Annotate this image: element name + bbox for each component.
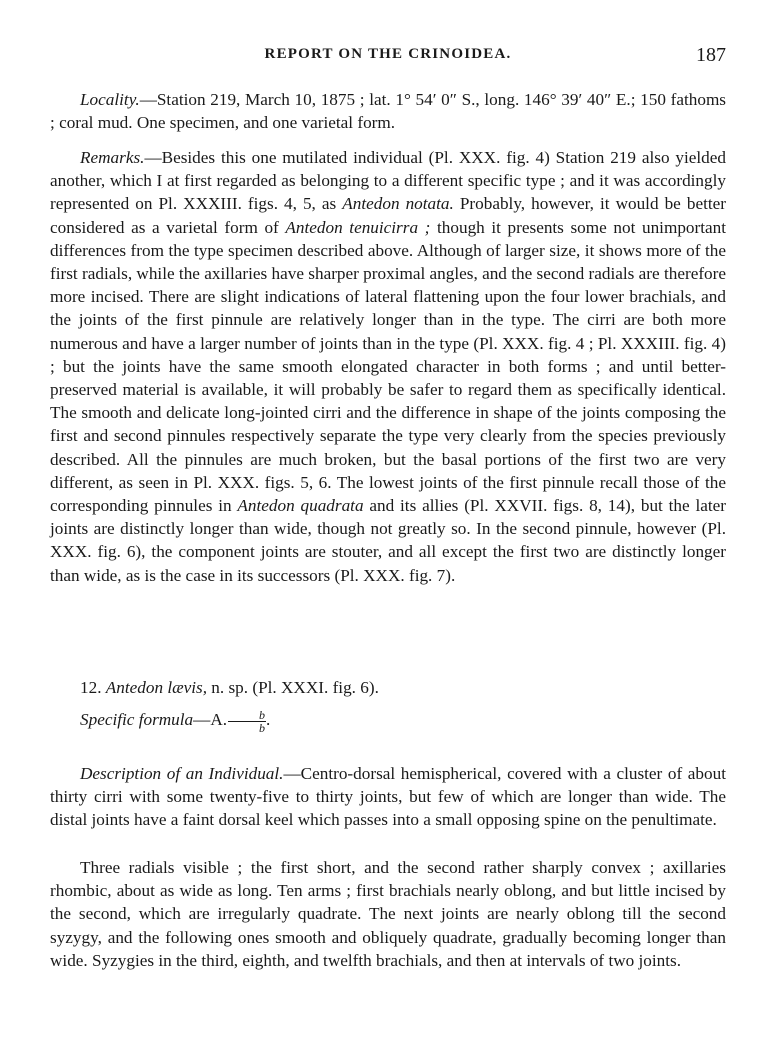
- species-heading-line: [50, 676, 726, 699]
- remarks-text-3: though it presents some not unimportant differences from the type specimen described above. Although of larger size, it shows more of the first radials, while the axillaries have sharper proximal angles, and the second radials are therefore more incised. There are slight indications of lateral flattening upon the four lower brachials, and the joints of the first pinnule are relatively longer than in the type. The cirri are both more numerous and have a larger number of joints than in the type (Pl. XXX. fig. 4 ; Pl. XXXIII. fig. 4) ; but the joints have the same smooth elongated character in both forms ; and until better-preserved material is available, it will probably be safer to regard them as specifically identical. The smooth and delicate long-jointed cirri and the difference in shape of the joints composing the first and second pinnules respectively separate the type very clearly from the species previously described. All the pinnules are much broken, but the basal portions of the first two are very different, as seen in Pl. XXX. figs. 5, 6. The lowest joints of the first pinnule recall those of the corresponding pinnules in: [50, 217, 727, 516]
- remarks-paragraph: [50, 146, 726, 587]
- species-suffix: n. sp. (Pl. XXXI. fig. 6).: [207, 678, 379, 697]
- species-ref-tenuicirra: Antedon tenuicirra ;: [285, 217, 431, 237]
- formula-fraction: [228, 709, 266, 734]
- species-heading: [50, 676, 726, 699]
- locality-text: —Station 219, March 10, 1875 ; lat. 1° 54′ 0″ S., long. 146° 39′ 40″ E.; 150 fathoms ; coral mud. One specimen, and one varietal form.: [50, 90, 726, 133]
- species-ref-notata: Antedon notata.: [342, 194, 454, 214]
- remarks-block: [50, 146, 726, 587]
- remarks-label: Remarks.: [80, 148, 145, 167]
- species-name: Antedon lævis,: [105, 678, 207, 697]
- formula-prefix: —A.: [193, 710, 228, 729]
- species-ref-quadrata: Antedon quadrata: [237, 496, 364, 516]
- formula-label: Specific formula: [80, 710, 194, 729]
- remarks-text-1: —Besides this one mutilated individual (Pl. XXX. fig. 4) Station 219 also yielded another, which I at first regarded as belonging to a different specific type ; and it was accordingly represented on Pl. XXXIII. figs. 4, 5, as: [50, 148, 726, 214]
- species-number: 12.: [80, 678, 102, 697]
- radials-paragraph: Three radials visible ; the first short, and the second rather sharply convex ; axillaries rhombic, about as wide as long. Ten arms ; first brachials nearly oblong, and but little incised by the second, which are irregularly quadrate. The next joints are nearly oblong till the second syzygy, and the following ones smooth and obliquely quadrate, gradually becoming longer than wide. Syzygies in the third, eighth, and twelfth brachials, and then at intervals of two joints.: [50, 858, 726, 970]
- formula-end: .: [266, 710, 271, 729]
- locality-block: [50, 88, 726, 134]
- description-paragraph: [50, 762, 726, 832]
- remarks-text-2: Probably, however, it would be better considered as a varietal form of: [50, 194, 726, 237]
- page-number: 187: [696, 44, 726, 66]
- specific-formula: [50, 708, 726, 734]
- remarks-text-4: and its allies (Pl. XXVII. figs. 8, 14), but the later joints are distinctly longer than wide, though not greatly so. In the second pinnule, however (Pl. XXX. fig. 6), the component joints are stouter, and all except the first two are distinctly longer than wide, as is the case in its successors (Pl. XXX. fig. 7).: [50, 496, 726, 585]
- locality-label: Locality.: [80, 90, 140, 109]
- formula-line: [50, 708, 726, 734]
- running-header: [0, 44, 776, 68]
- description-block: [50, 762, 726, 832]
- description-text: —Centro-dorsal hemispherical, covered with a cluster of about thirty cirri with some twenty-five to thirty joints, but few of which are longer than wide. The distal joints have a faint dorsal keel which passes into a small opposing spine on the penultimate.: [50, 764, 726, 830]
- locality-paragraph: [50, 88, 726, 134]
- formula-denominator: b: [259, 720, 266, 735]
- description-label: Description of an Individual.: [80, 764, 284, 783]
- running-title: REPORT ON THE CRINOIDEA.: [264, 46, 512, 62]
- radials-block: [50, 856, 726, 972]
- formula-numerator: b: [228, 709, 266, 722]
